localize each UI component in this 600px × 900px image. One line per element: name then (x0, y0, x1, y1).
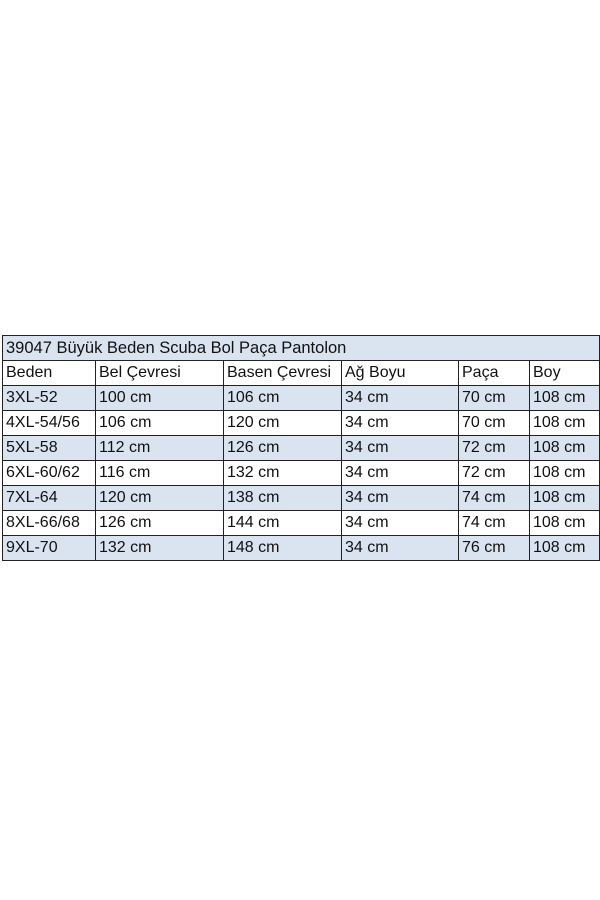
header-ag-boyu: Ağ Boyu (342, 361, 459, 386)
cell-ag-boyu: 34 cm (342, 386, 459, 411)
table-title: 39047 Büyük Beden Scuba Bol Paça Pantolon (3, 336, 600, 361)
table-row (3, 436, 600, 461)
cell-beden: 6XL-60/62 (3, 461, 96, 486)
cell-boy: 108 cm (530, 436, 600, 461)
cell-bel-cevresi: 106 cm (96, 411, 224, 436)
cell-basen-cevresi: 148 cm (224, 536, 342, 561)
cell-boy: 108 cm (530, 461, 600, 486)
header-beden: Beden (3, 361, 96, 386)
cell-bel-cevresi: 120 cm (96, 486, 224, 511)
table-row (3, 411, 600, 436)
cell-paca: 72 cm (459, 436, 530, 461)
cell-beden: 8XL-66/68 (3, 511, 96, 536)
table-title-row (3, 336, 600, 361)
table-header-row (3, 361, 600, 386)
cell-beden: 9XL-70 (3, 536, 96, 561)
cell-basen-cevresi: 106 cm (224, 386, 342, 411)
cell-paca: 70 cm (459, 386, 530, 411)
cell-basen-cevresi: 132 cm (224, 461, 342, 486)
table-row (3, 461, 600, 486)
cell-bel-cevresi: 126 cm (96, 511, 224, 536)
cell-paca: 74 cm (459, 486, 530, 511)
cell-basen-cevresi: 126 cm (224, 436, 342, 461)
cell-bel-cevresi: 116 cm (96, 461, 224, 486)
cell-paca: 70 cm (459, 411, 530, 436)
cell-bel-cevresi: 112 cm (96, 436, 224, 461)
cell-boy: 108 cm (530, 486, 600, 511)
table-row (3, 386, 600, 411)
cell-beden: 7XL-64 (3, 486, 96, 511)
cell-ag-boyu: 34 cm (342, 486, 459, 511)
cell-basen-cevresi: 120 cm (224, 411, 342, 436)
cell-bel-cevresi: 100 cm (96, 386, 224, 411)
size-chart-table (2, 335, 600, 561)
cell-ag-boyu: 34 cm (342, 436, 459, 461)
cell-paca: 74 cm (459, 511, 530, 536)
cell-boy: 108 cm (530, 386, 600, 411)
cell-boy: 108 cm (530, 511, 600, 536)
cell-beden: 4XL-54/56 (3, 411, 96, 436)
table-row (3, 536, 600, 561)
table-row (3, 511, 600, 536)
header-paca: Paça (459, 361, 530, 386)
cell-ag-boyu: 34 cm (342, 461, 459, 486)
cell-paca: 76 cm (459, 536, 530, 561)
cell-ag-boyu: 34 cm (342, 411, 459, 436)
cell-beden: 3XL-52 (3, 386, 96, 411)
cell-boy: 108 cm (530, 411, 600, 436)
cell-boy: 108 cm (530, 536, 600, 561)
cell-beden: 5XL-58 (3, 436, 96, 461)
header-boy: Boy (530, 361, 600, 386)
cell-basen-cevresi: 138 cm (224, 486, 342, 511)
cell-basen-cevresi: 144 cm (224, 511, 342, 536)
cell-paca: 72 cm (459, 461, 530, 486)
cell-ag-boyu: 34 cm (342, 511, 459, 536)
header-bel-cevresi: Bel Çevresi (96, 361, 224, 386)
cell-bel-cevresi: 132 cm (96, 536, 224, 561)
cell-ag-boyu: 34 cm (342, 536, 459, 561)
header-basen-cevresi: Basen Çevresi (224, 361, 342, 386)
table-row (3, 486, 600, 511)
